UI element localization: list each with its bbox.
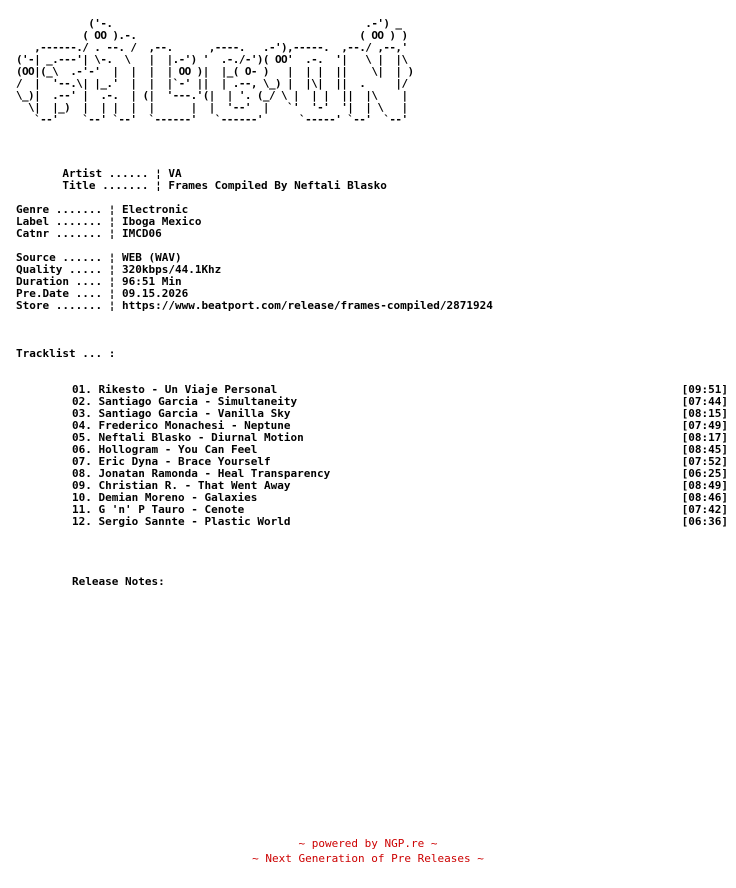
footer-powered-by: ~ powered by NGP.re ~: [298, 837, 438, 850]
track-name: 04. Frederico Monachesi - Neptune: [72, 419, 291, 432]
catnr-value: IMCD06: [121, 227, 162, 240]
predate-value: 09.15.2026: [121, 287, 189, 300]
tracklist: [16, 384, 728, 528]
track-name: 03. Santiago Garcia - Vanilla Sky: [72, 407, 291, 420]
track-name: 10. Demian Moreno - Galaxies: [72, 491, 258, 504]
track-name: 05. Neftali Blasko - Diurnal Motion: [72, 431, 304, 444]
track-duration: [08:45]: [681, 443, 728, 456]
track-name: 11. G 'n' P Tauro - Cenote: [72, 503, 245, 516]
track-name: 07. Eric Dyna - Brace Yourself: [72, 455, 271, 468]
genre-row: Genre ....... ¦ Electronic: [16, 203, 189, 216]
source-key: Source ......: [16, 251, 103, 264]
artist-row: Artist ...... ¦ VA: [16, 167, 182, 180]
quality-value: 320kbps/44.1Khz: [121, 263, 222, 276]
track-duration: [08:46]: [681, 491, 728, 504]
catnr-row: Catnr ....... ¦ IMCD06: [16, 227, 162, 240]
track-name: 06. Hollogram - You Can Feel: [72, 443, 258, 456]
track-duration: [06:36]: [681, 515, 728, 528]
predate-key: Pre.Date ....: [16, 287, 103, 300]
genre-key: Genre .......: [16, 203, 103, 216]
track-name: 09. Christian R. - That Went Away: [72, 479, 291, 492]
footer-tagline: ~ Next Generation of Pre Releases ~: [252, 852, 484, 865]
track-name: 02. Santiago Garcia - Simultaneity: [72, 395, 298, 408]
track-name: 01. Rikesto - Un Viaje Personal: [72, 383, 278, 396]
track-duration: [09:51]: [681, 383, 728, 396]
artist-key: Artist ......: [16, 167, 149, 180]
duration-value: 96:51 Min: [121, 275, 182, 288]
track-duration: [07:52]: [681, 455, 728, 468]
catnr-key: Catnr .......: [16, 227, 103, 240]
track-name: 08. Jonatan Ramonda - Heal Transparency: [72, 467, 331, 480]
artist-value: VA: [168, 167, 182, 180]
track-duration: [07:42]: [681, 503, 728, 516]
release-notes-label: Release Notes:: [72, 575, 165, 588]
title-value: Frames Compiled By Neftali Blasko: [168, 179, 387, 192]
track-duration: [07:44]: [681, 395, 728, 408]
quality-row: Quality ..... ¦ 320kbps/44.1Khz: [16, 263, 222, 276]
duration-key: Duration ....: [16, 275, 103, 288]
store-row: Store ....... ¦ https://www.beatport.com/release/frames-compiled/2871924: [16, 299, 493, 312]
quality-key: Quality .....: [16, 263, 103, 276]
title-row: Title ....... ¦ Frames Compiled By Neftali Blasko: [16, 179, 387, 192]
track-duration: [06:25]: [681, 467, 728, 480]
track-duration: [08:49]: [681, 479, 728, 492]
track-duration: [08:15]: [681, 407, 728, 420]
genre-value: Electronic: [121, 203, 189, 216]
label-value: Iboga Mexico: [121, 215, 202, 228]
source-row: Source ...... ¦ WEB (WAV): [16, 251, 182, 264]
track-duration: [07:49]: [681, 419, 728, 432]
tracklist-label: Tracklist ... :: [16, 347, 116, 360]
label-key: Label .......: [16, 215, 103, 228]
release-notes: [72, 576, 165, 588]
label-row: Label ....... ¦ Iboga Mexico: [16, 215, 202, 228]
duration-row: Duration .... ¦ 96:51 Min: [16, 275, 182, 288]
release-meta: [16, 204, 201, 240]
track-name: 12. Sergio Sannte - Plastic World: [72, 515, 291, 528]
predate-row: Pre.Date .... ¦ 09.15.2026: [16, 287, 189, 300]
store-link[interactable]: https://www.beatport.com/release/frames-compiled/2871924: [121, 299, 493, 312]
store-key: Store .......: [16, 299, 103, 312]
tracklist-heading: [16, 348, 115, 360]
release-source: [16, 252, 493, 312]
release-header: [16, 168, 387, 192]
ascii-logo: ('-. .-') _ ( OO ).-. ( OO ) ) ,------./ . --. / ,--. ,----. .-'),-----. ,--./ ,--,' ('-| _.---'| \-. \ | |.-') ' .-./-')( OO' .-. '| \ | |\ (OO|(_\ .-'-' | | | | OO )| |_( O- ) | | | || \| | ) / | '--.\| |_.' | | |`-' || | .--, \_) | |\| || . |/ \_)| .--' | .-. | (| '---.'(| | '. (_/ \ | | | || |\ | \| |_) | | | | | | | '--' | `' '-' '| | \ | `--' `--' `--' `------' `------' `-----' `--' `--': [16, 17, 414, 126]
track-duration: [08:17]: [681, 431, 728, 444]
track-row: [16, 516, 728, 528]
title-key: Title .......: [16, 179, 149, 192]
source-value: WEB (WAV): [121, 251, 182, 264]
